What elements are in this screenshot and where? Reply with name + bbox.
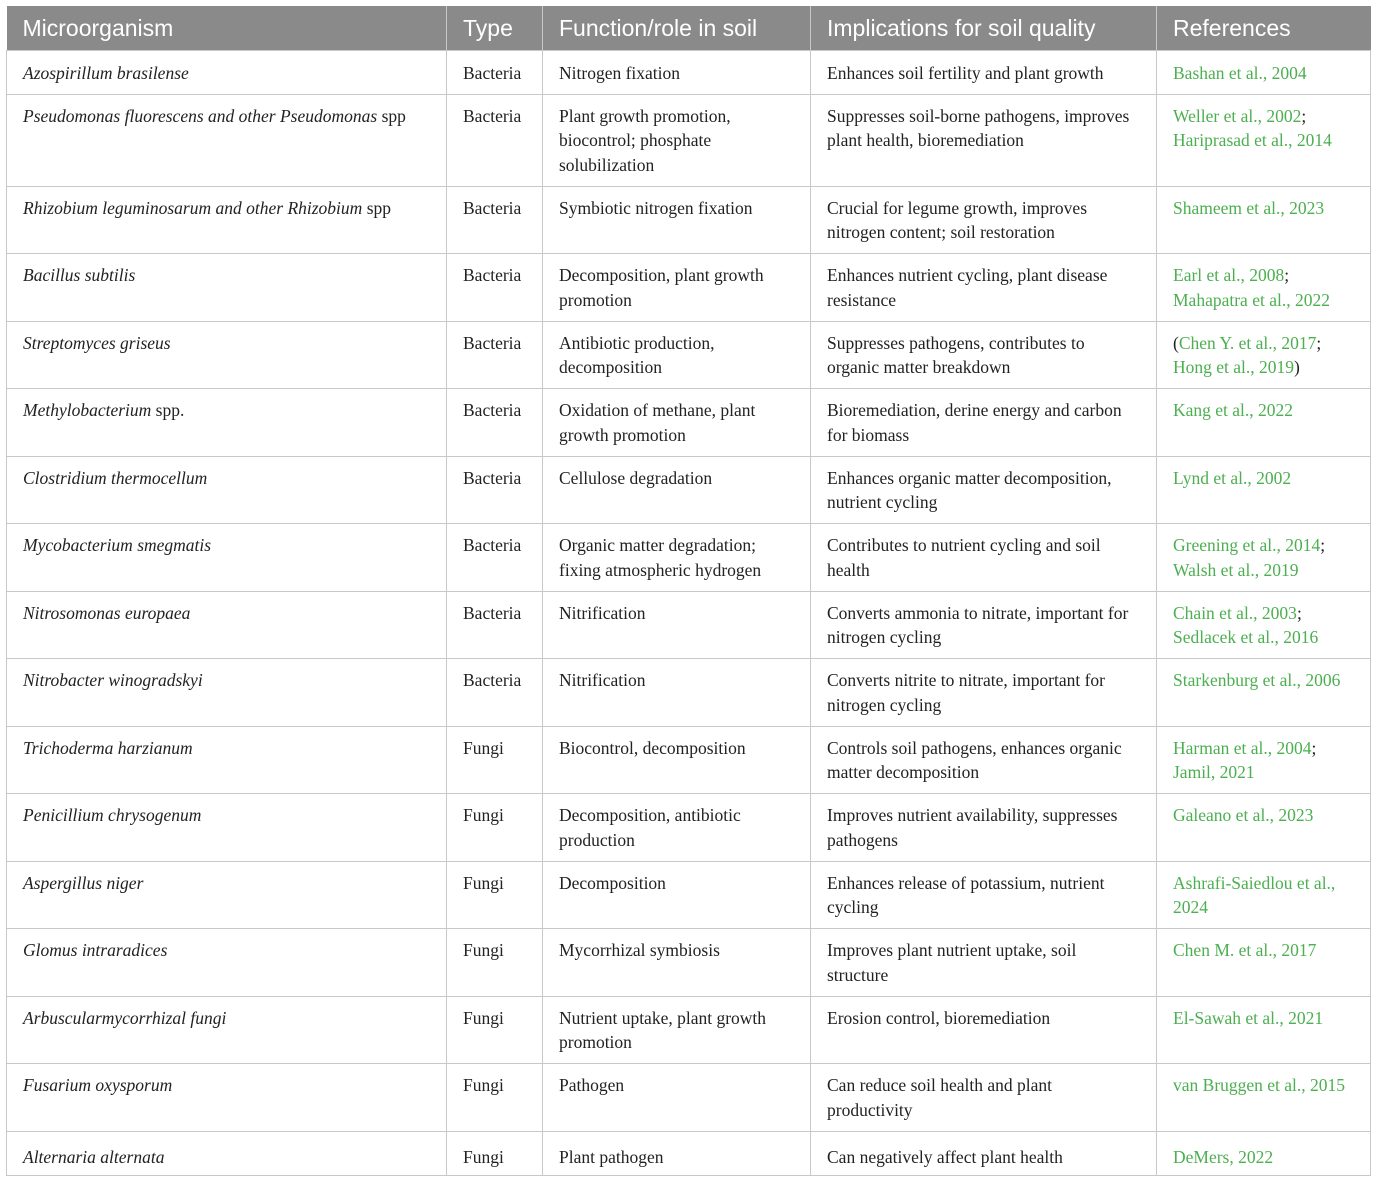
- cell-type: Bacteria: [447, 186, 543, 254]
- organism-name: Mycobacterium smegmatis: [23, 535, 212, 555]
- cell-function: Nitrification: [543, 591, 811, 659]
- reference-link[interactable]: Jamil, 2021: [1173, 762, 1255, 782]
- organism-suffix: spp.: [151, 400, 185, 420]
- reference-link[interactable]: Mahapatra et al., 2022: [1173, 289, 1330, 310]
- table-row: [7, 591, 1371, 659]
- cell-type: Fungi: [447, 726, 543, 794]
- cell-implications: Improves nutrient availability, suppresses pathogens: [811, 794, 1157, 862]
- cell-function: Organic matter degradation; fixing atmospheric hydrogen: [543, 524, 811, 592]
- organism-suffix: spp: [362, 197, 391, 218]
- reference-link[interactable]: Bashan et al., 2004: [1173, 62, 1307, 83]
- cell-implications: Improves plant nutrient uptake, soil structure: [811, 929, 1157, 997]
- cell-type: Fungi: [447, 929, 543, 997]
- reference-link[interactable]: DeMers, 2022: [1173, 1146, 1274, 1167]
- cell-type: Bacteria: [447, 94, 543, 186]
- cell-function: Cellulose degradation: [543, 456, 811, 524]
- table-row: [7, 321, 1371, 389]
- cell-type: Bacteria: [447, 321, 543, 389]
- cell-type: Fungi: [447, 1131, 543, 1175]
- cell-implications: Converts nitrite to nitrate, important for nitrogen cycling: [811, 659, 1157, 727]
- organism-name: Penicillium chrysogenum: [23, 805, 202, 825]
- cell-references: [1157, 254, 1371, 322]
- cell-microorganism: [7, 929, 447, 997]
- cell-references: [1157, 726, 1371, 794]
- cell-function: Nitrification: [543, 659, 811, 727]
- table-row: [7, 94, 1371, 186]
- table-row: [7, 996, 1371, 1064]
- organism-name: Fusarium oxysporum: [23, 1075, 173, 1095]
- reference-link[interactable]: Hong et al., 2019: [1173, 357, 1295, 377]
- organism-name: Trichoderma harzianum: [23, 737, 193, 758]
- cell-function: Pathogen: [543, 1064, 811, 1132]
- header-type: Type: [447, 6, 543, 50]
- reference-separator: ;: [1311, 737, 1317, 758]
- organism-name: Azospirillum brasilense: [23, 62, 189, 83]
- cell-microorganism: [7, 996, 447, 1064]
- table-row: [7, 929, 1371, 997]
- cell-implications: Converts ammonia to nitrate, important for nitrogen cycling: [811, 591, 1157, 659]
- reference-link[interactable]: Sedlacek et al., 2016: [1173, 627, 1319, 647]
- cell-references: [1157, 794, 1371, 862]
- cell-type: Bacteria: [447, 389, 543, 457]
- cell-function: Decomposition, antibiotic production: [543, 794, 811, 862]
- cell-microorganism: [7, 591, 447, 659]
- reference-link[interactable]: Lynd et al., 2002: [1173, 467, 1292, 488]
- cell-function: Biocontrol, decomposition: [543, 726, 811, 794]
- cell-implications: Suppresses soil-borne pathogens, improves plant health, bioremediation: [811, 94, 1157, 186]
- cell-references: [1157, 456, 1371, 524]
- table-row: [7, 524, 1371, 592]
- table-row: [7, 186, 1371, 254]
- cell-implications: Enhances nutrient cycling, plant disease resistance: [811, 254, 1157, 322]
- cell-microorganism: [7, 94, 447, 186]
- reference-separator: ;: [1320, 535, 1326, 555]
- reference-link[interactable]: Earl et al., 2008: [1173, 265, 1285, 285]
- organism-name: Glomus intraradices: [23, 940, 168, 960]
- cell-function: Decomposition, plant growth promotion: [543, 254, 811, 322]
- cell-implications: Enhances soil fertility and plant growth: [811, 50, 1157, 94]
- reference-link[interactable]: Kang et al., 2022: [1173, 400, 1294, 420]
- header-microorganism: Microorganism: [22, 15, 174, 42]
- cell-type: Bacteria: [447, 254, 543, 322]
- cell-references: [1157, 186, 1371, 254]
- cell-type: Bacteria: [447, 456, 543, 524]
- cell-implications: Can negatively affect plant health: [811, 1131, 1157, 1175]
- cell-references: [1157, 524, 1371, 592]
- table-row: [7, 794, 1371, 862]
- cell-function: Nutrient uptake, plant growth promotion: [543, 996, 811, 1064]
- cell-type: Fungi: [447, 861, 543, 929]
- reference-link[interactable]: Hariprasad et al., 2014: [1173, 130, 1332, 150]
- cell-references: [1157, 861, 1371, 929]
- cell-implications: Crucial for legume growth, improves nitrogen content; soil restoration: [811, 186, 1157, 254]
- reference-link[interactable]: Galeano et al., 2023: [1173, 805, 1314, 825]
- cell-type: Fungi: [447, 996, 543, 1064]
- cell-microorganism: [7, 321, 447, 389]
- reference-link[interactable]: Harman et al., 2004: [1173, 737, 1312, 758]
- reference-link[interactable]: van Bruggen et al., 2015: [1173, 1075, 1346, 1095]
- organism-name: Rhizobium leguminosarum and other Rhizobium: [23, 197, 363, 218]
- reference-separator: ;: [1284, 265, 1290, 285]
- cell-function: Plant growth promotion, biocontrol; phosphate solubilization: [543, 94, 811, 186]
- cell-microorganism: [7, 861, 447, 929]
- reference-close-paren: ): [1294, 357, 1300, 377]
- organism-name: Nitrosomonas europaea: [23, 602, 191, 623]
- reference-link[interactable]: Weller et al., 2002: [1173, 105, 1302, 126]
- microorganism-table: [6, 6, 1371, 1176]
- reference-link[interactable]: Greening et al., 2014: [1173, 535, 1321, 555]
- organism-name: Aspergillus niger: [23, 872, 144, 893]
- cell-implications: Enhances organic matter decomposition, nutrient cycling: [811, 456, 1157, 524]
- organism-name: Arbuscularmycorrhizal fungi: [23, 1007, 227, 1028]
- cell-references: [1157, 591, 1371, 659]
- reference-link[interactable]: Shameem et al., 2023: [1173, 197, 1325, 218]
- cell-references: [1157, 321, 1371, 389]
- table-row: [7, 389, 1371, 457]
- cell-function: Oxidation of methane, plant growth promotion: [543, 389, 811, 457]
- cell-microorganism: [7, 456, 447, 524]
- cell-function: Plant pathogen: [543, 1131, 811, 1175]
- cell-function: Nitrogen fixation: [543, 50, 811, 94]
- header-function: Function/role in soil: [543, 6, 811, 50]
- cell-microorganism: [7, 254, 447, 322]
- table-row: [7, 726, 1371, 794]
- header-implications: Implications for soil quality: [811, 6, 1157, 50]
- cell-microorganism: [7, 50, 447, 94]
- reference-link[interactable]: Starkenburg et al., 2006: [1173, 670, 1341, 690]
- table-row: [7, 861, 1371, 929]
- table-row: [7, 1131, 1371, 1175]
- cell-type: Bacteria: [447, 659, 543, 727]
- cell-implications: Contributes to nutrient cycling and soil health: [811, 524, 1157, 592]
- cell-references: [1157, 929, 1371, 997]
- cell-type: Bacteria: [447, 524, 543, 592]
- reference-link[interactable]: Chen M. et al., 2017: [1173, 940, 1317, 960]
- table-row: [7, 659, 1371, 727]
- cell-microorganism: [7, 524, 447, 592]
- cell-type: Bacteria: [447, 591, 543, 659]
- cell-references: [1157, 996, 1371, 1064]
- cell-type: Fungi: [447, 794, 543, 862]
- reference-open-paren: (: [1173, 332, 1179, 353]
- table-row: [7, 254, 1371, 322]
- organism-name: Bacillus subtilis: [23, 265, 136, 285]
- table-body: [7, 50, 1371, 1175]
- reference-link[interactable]: Walsh et al., 2019: [1173, 559, 1299, 580]
- organism-name: Methylobacterium: [23, 400, 152, 420]
- cell-implications: Enhances release of potassium, nutrient cycling: [811, 861, 1157, 929]
- cell-microorganism: [7, 726, 447, 794]
- reference-link[interactable]: Ashrafi-Saiedlou et al., 2024: [1173, 872, 1336, 917]
- reference-separator: ;: [1316, 332, 1322, 353]
- cell-function: Symbiotic nitrogen fixation: [543, 186, 811, 254]
- organism-name: Clostridium thermocellum: [23, 467, 208, 488]
- reference-separator: ;: [1301, 105, 1307, 126]
- cell-implications: Can reduce soil health and plant productivity: [811, 1064, 1157, 1132]
- table-row: [7, 1064, 1371, 1132]
- cell-function: Mycorrhizal symbiosis: [543, 929, 811, 997]
- cell-references: [1157, 50, 1371, 94]
- organism-name: Streptomyces griseus: [23, 332, 171, 353]
- organism-name: Alternaria alternata: [23, 1146, 165, 1167]
- cell-function: Antibiotic production, decomposition: [543, 321, 811, 389]
- header-references: References: [1157, 6, 1371, 50]
- cell-type: Bacteria: [447, 50, 543, 94]
- cell-references: [1157, 94, 1371, 186]
- table-row: [7, 456, 1371, 524]
- cell-references: [1157, 659, 1371, 727]
- organism-name: Pseudomonas fluorescens and other Pseudomonas: [23, 105, 378, 126]
- cell-microorganism: [7, 186, 447, 254]
- cell-microorganism: [7, 794, 447, 862]
- reference-link[interactable]: El-Sawah et al., 2021: [1173, 1007, 1324, 1028]
- cell-implications: Controls soil pathogens, enhances organic matter decomposition: [811, 726, 1157, 794]
- cell-microorganism: [7, 389, 447, 457]
- table-row: [7, 50, 1371, 94]
- cell-microorganism: [7, 1064, 447, 1132]
- cell-implications: Suppresses pathogens, contributes to organic matter breakdown: [811, 321, 1157, 389]
- cell-references: [1157, 1064, 1371, 1132]
- cell-implications: Erosion control, bioremediation: [811, 996, 1157, 1064]
- cell-implications: Bioremediation, derine energy and carbon for biomass: [811, 389, 1157, 457]
- organism-suffix: spp: [377, 105, 406, 126]
- cell-references: [1157, 1131, 1371, 1175]
- reference-link[interactable]: Chen Y. et al., 2017: [1178, 332, 1317, 353]
- cell-microorganism: [7, 659, 447, 727]
- cell-references: [1157, 389, 1371, 457]
- reference-link[interactable]: Chain et al., 2003: [1173, 602, 1297, 623]
- cell-function: Decomposition: [543, 861, 811, 929]
- cell-type: Fungi: [447, 1064, 543, 1132]
- cell-microorganism: [7, 1131, 447, 1175]
- organism-name: Nitrobacter winogradskyi: [23, 670, 203, 690]
- table-header-row: [7, 6, 1371, 50]
- reference-separator: ;: [1296, 602, 1302, 623]
